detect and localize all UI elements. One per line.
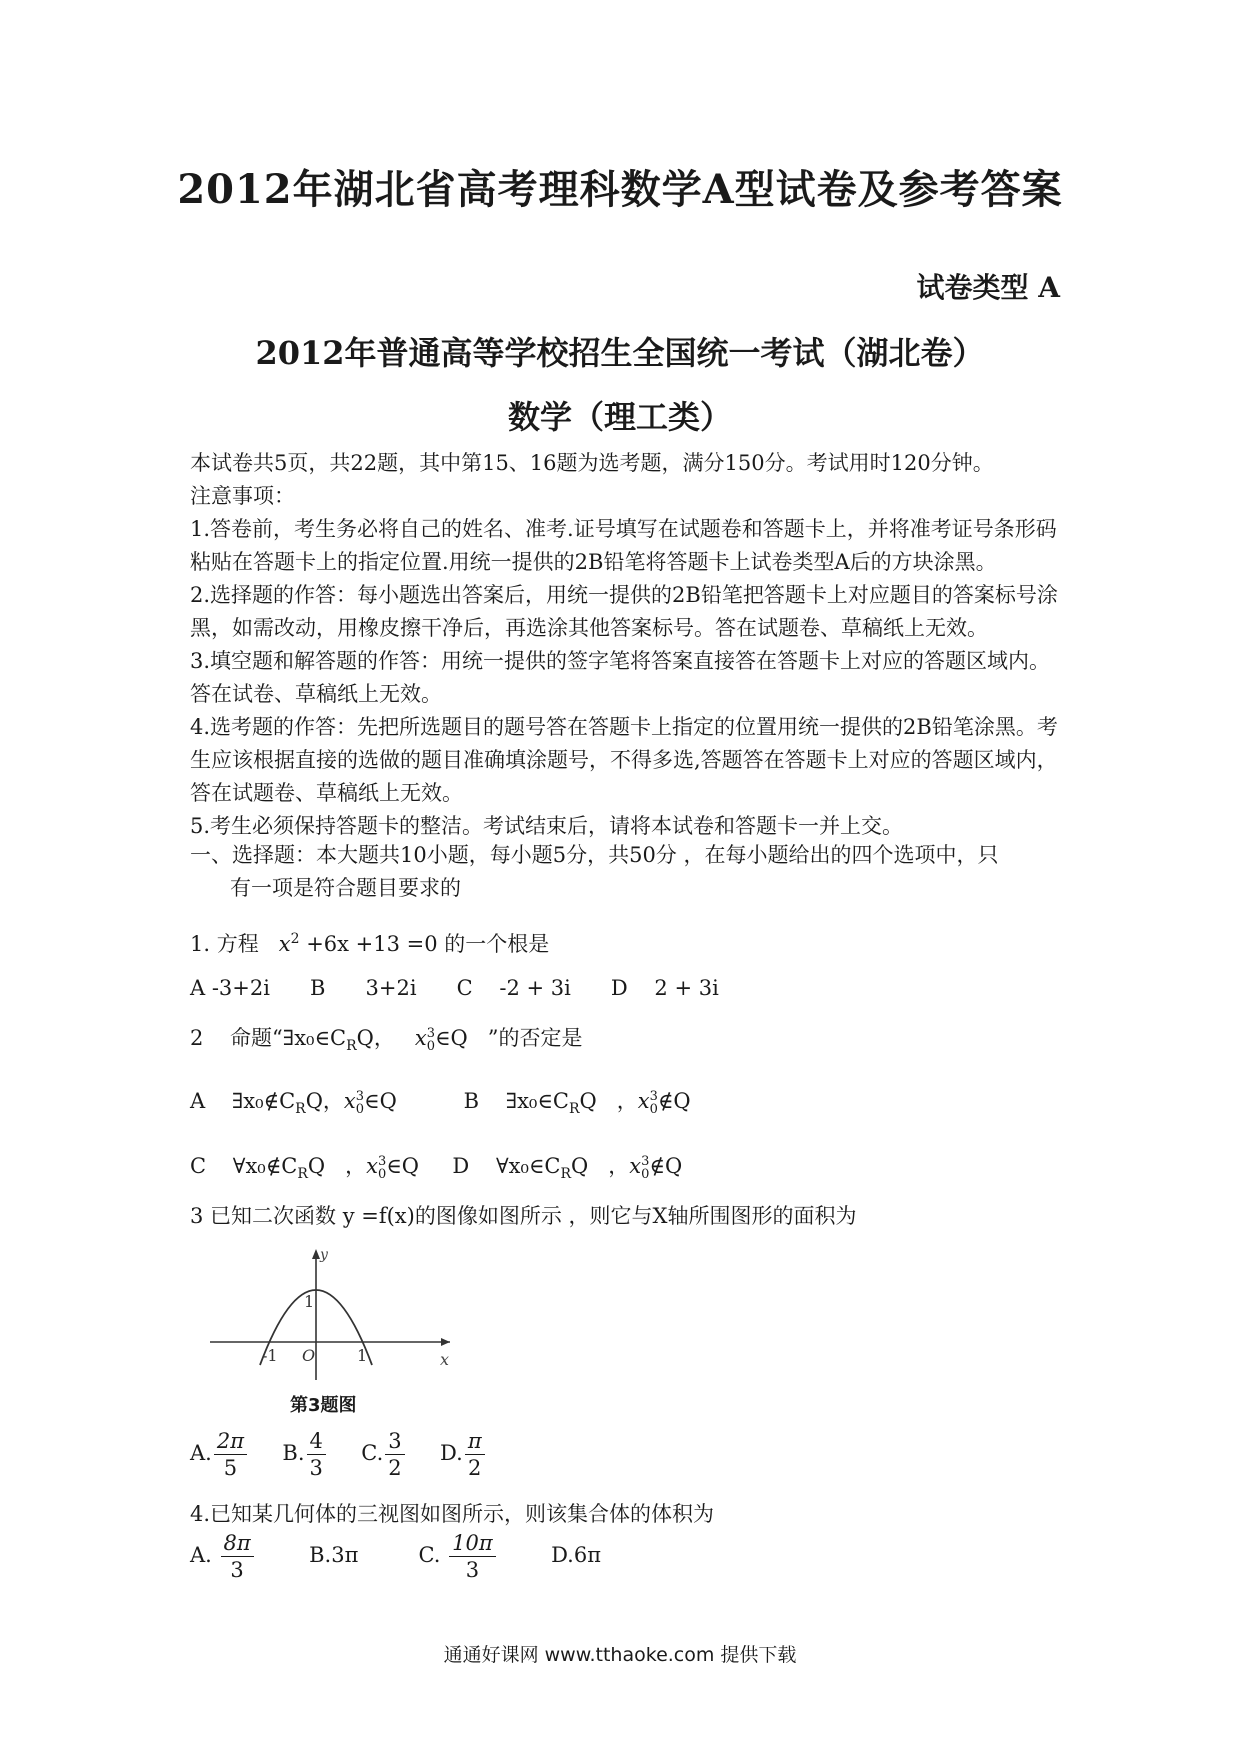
question-2-text-c: ∈Q ”的否定是 xyxy=(435,1026,583,1050)
q4-option-a-num: 8π xyxy=(221,1530,254,1557)
q3-option-d-fraction xyxy=(465,1428,485,1481)
q2-option-b-script xyxy=(650,1090,658,1116)
q3-option-d-label: D. xyxy=(440,1441,463,1465)
y-axis-arrow xyxy=(312,1249,320,1259)
origin-label: O xyxy=(302,1346,316,1365)
q3-option-b-fraction xyxy=(307,1428,326,1481)
question-3-stem: 3 已知二次函数 y =f(x)的图像如图所示 ，则它与X轴所围图形的面积为 xyxy=(190,1204,857,1228)
document-title: 2012年湖北省高考理科数学A型试卷及参考答案 xyxy=(177,166,1063,213)
q4-option-c-fraction xyxy=(449,1530,496,1583)
x-axis-arrow xyxy=(441,1338,450,1346)
question-2-sub0: 0 xyxy=(426,1038,435,1054)
question-3-options xyxy=(190,1428,487,1481)
q2-option-a-sub0: 0 xyxy=(355,1101,365,1117)
q2-option-d-x: x xyxy=(629,1154,642,1178)
q2-option-d-2: Q ， xyxy=(571,1154,630,1178)
q3-option-c-label: C. xyxy=(361,1441,384,1465)
q4-option-a-den: 3 xyxy=(230,1558,244,1582)
q3-option-c-fraction xyxy=(385,1428,404,1481)
q4-option-b: B.3π xyxy=(309,1543,359,1567)
instruction-item-3: 3.填空题和解答题的作答：用统一提供的签字笔将答案直接答在答题卡上对应的答题区域内。答在试卷、草稿纸上无效。 xyxy=(190,649,1051,706)
q4-option-a-fraction xyxy=(221,1530,254,1583)
question-1-options: A -3+2i B 3+2i C -2 + 3i D 2 + 3i xyxy=(190,976,719,1000)
question-3-figure xyxy=(200,1245,460,1385)
question-2-cube: 3 xyxy=(426,1025,435,1041)
instruction-item-4: 4.选考题的作答：先把所选题目的题号答在答题卡上指定的位置用统一提供的2B铅笔涂黑。考生应该根据直接的选做的题目准确填涂题号，不得多选,答题答在答题卡上对应的答题区域内，答在试题卷、草稿纸上无效。 xyxy=(190,715,1058,805)
q2-option-b-1: B ∃x₀∈C xyxy=(463,1089,569,1113)
q3-option-a-den: 5 xyxy=(223,1456,238,1480)
q3-option-c-den: 2 xyxy=(388,1456,402,1480)
question-2-text-a: 2 命题“∃x₀∈C xyxy=(190,1026,347,1050)
q2-option-a-script xyxy=(356,1090,364,1116)
instruction-notice-heading: 注意事项： xyxy=(190,484,295,508)
q2-option-d-sub0: 0 xyxy=(641,1166,650,1182)
exam-title: 2012年普通高等学校招生全国统一考试（湖北卷） xyxy=(255,334,985,372)
q3-option-d-num: π xyxy=(465,1428,485,1455)
q4-option-c-num: 10π xyxy=(449,1530,496,1557)
instruction-item-2: 2.选择题的作答：每小题选出答案后，用统一提供的2B铅笔把答题卡上对应题目的答案标号涂黑，如需改动，用橡皮擦干净后，再选涂其他答案标号。答在试题卷、草稿纸上无效。 xyxy=(190,583,1058,640)
q3-option-d-den: 2 xyxy=(468,1456,482,1480)
q3-option-a-fraction xyxy=(214,1428,247,1481)
q2-option-a-r: R xyxy=(295,1101,306,1118)
question-2-options-ab xyxy=(190,1085,691,1117)
q3-option-a-label: A. xyxy=(190,1441,212,1465)
paper-type-label: 试卷类型 A xyxy=(916,271,1060,304)
q2-option-d-cube: 3 xyxy=(641,1153,650,1169)
x-tick-1: 1 xyxy=(357,1346,368,1365)
q2-option-b-3: ∉Q xyxy=(657,1089,691,1113)
q2-option-c-x: x xyxy=(366,1154,378,1178)
q4-option-c-label: C. xyxy=(418,1543,441,1567)
q3-option-a-num: 2π xyxy=(214,1428,247,1455)
figure-3-caption: 第3题图 xyxy=(290,1395,357,1416)
section-heading-line2: 有一项是符合题目要求的 xyxy=(230,876,461,900)
question-1-variable: x xyxy=(278,932,291,956)
y-tick-1: 1 xyxy=(304,1292,315,1311)
question-4-options xyxy=(190,1530,601,1583)
q2-option-b-cube: 3 xyxy=(649,1088,658,1104)
instruction-intro: 本试卷共5页，共22题，其中第15、16题为选考题，满分150分。考试用时120分钟。 xyxy=(190,451,994,475)
instruction-item-1: 1.答卷前，考生务必将自己的姓名、准考.证号填写在试题卷和答题卡上，并将准考证号条形码粘贴在答题卡上的指定位置.用统一提供的2B铅笔将答题卡上试卷类型A后的方块涂黑。 xyxy=(190,517,1057,574)
q2-option-c-cube: 3 xyxy=(377,1153,387,1169)
question-2-script xyxy=(427,1027,435,1053)
question-2-sub-r: R xyxy=(346,1038,357,1055)
subject-title: 数学（理工类） xyxy=(507,398,732,436)
q3-option-b-num: 4 xyxy=(307,1428,326,1455)
q2-option-a-2: Q， xyxy=(305,1089,344,1113)
instructions-block xyxy=(190,447,1070,843)
q2-option-b-x: x xyxy=(637,1089,650,1113)
q2-option-c-sub0: 0 xyxy=(377,1166,387,1182)
question-2-text-b: Q， xyxy=(356,1026,395,1050)
q2-option-c-script xyxy=(378,1155,386,1181)
question-1-stem xyxy=(190,928,549,958)
q4-option-c-den: 3 xyxy=(465,1558,480,1582)
question-2-options-cd xyxy=(190,1150,682,1182)
question-2-x: x xyxy=(414,1026,427,1050)
q2-option-d-r: R xyxy=(560,1166,572,1183)
q2-option-a-1: A ∃x₀∉C xyxy=(190,1089,296,1113)
q2-option-a-3: ∈Q xyxy=(364,1089,397,1113)
q2-option-d-3: ∉Q xyxy=(649,1154,683,1178)
q2-option-b-2: Q ， xyxy=(579,1089,638,1113)
instruction-item-5: 5.考生必须保持答题卡的整洁。考试结束后，请将本试卷和答题卡一并上交。 xyxy=(190,814,904,838)
question-1-prefix: 1. 方程 xyxy=(190,932,259,956)
q2-option-a-x: x xyxy=(343,1089,356,1113)
q2-option-d-1: D ∀x₀∈C xyxy=(452,1154,561,1178)
q2-option-b-r: R xyxy=(568,1101,580,1118)
q3-option-b-den: 3 xyxy=(309,1456,323,1480)
q2-option-b-sub0: 0 xyxy=(649,1101,658,1117)
q2-option-c-r: R xyxy=(297,1166,308,1183)
x-tick-minus-1: -1 xyxy=(262,1346,278,1365)
q2-option-c-2: Q ， xyxy=(307,1154,367,1178)
y-axis-label: y xyxy=(320,1247,328,1263)
q2-option-c-3: ∈Q xyxy=(386,1154,420,1178)
section-heading-line1: 一、选择题：本大题共10小题，每小题5分，共50分 ，在每小题给出的四个选项中，只 xyxy=(190,843,999,867)
question-2-stem xyxy=(190,1022,583,1054)
q3-option-b-label: B. xyxy=(282,1441,305,1465)
question-1-equation: +6x +13 =0 的一个根是 xyxy=(306,932,550,956)
x-axis-label: x xyxy=(440,1350,450,1369)
question-4-stem: 4.已知某几何体的三视图如图所示，则该集合体的体积为 xyxy=(190,1502,715,1526)
section-heading xyxy=(190,839,1070,905)
q2-option-a-cube: 3 xyxy=(355,1088,365,1104)
q4-option-a-label: A. xyxy=(190,1543,212,1567)
q3-option-c-num: 3 xyxy=(385,1428,404,1455)
q2-option-c-1: C ∀x₀∉C xyxy=(190,1154,298,1178)
footer-source: 通通好课网 www.tthaoke.com 提供下载 xyxy=(443,1644,797,1666)
q4-option-d: D.6π xyxy=(551,1543,602,1567)
question-1-exponent: 2 xyxy=(290,931,300,947)
